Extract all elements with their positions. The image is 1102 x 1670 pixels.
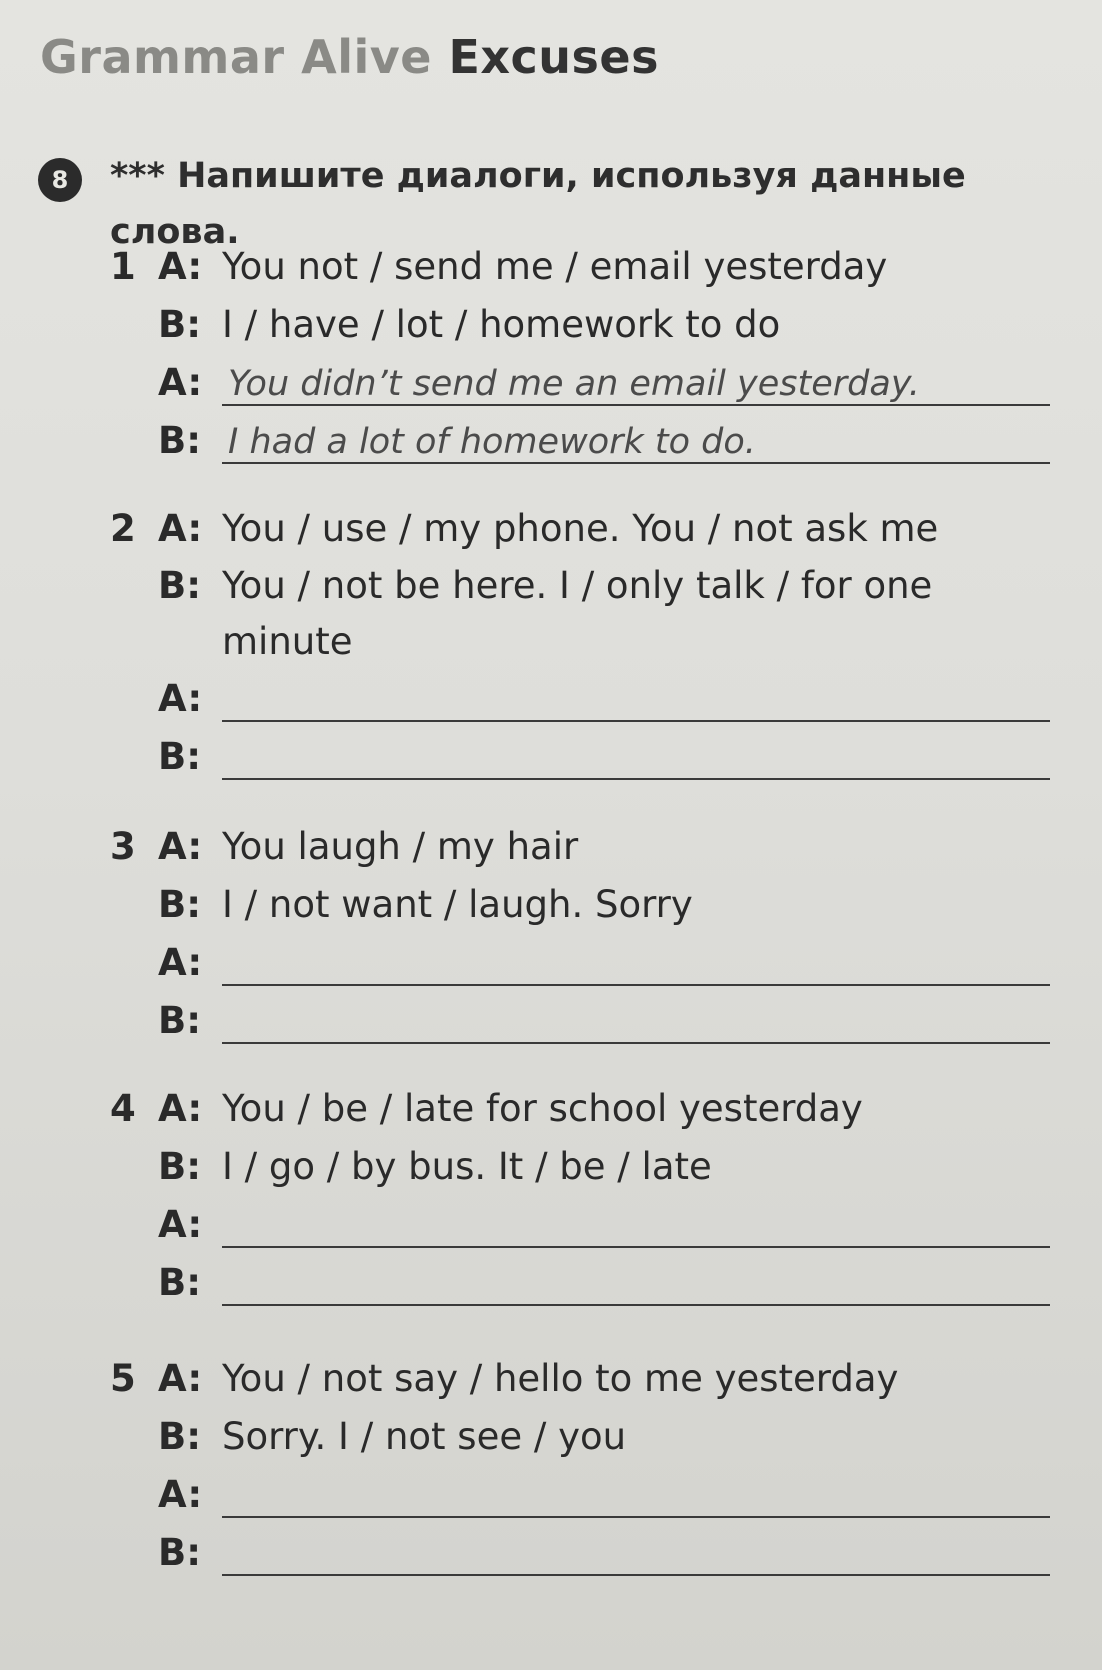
prompt-a: [110, 1350, 1070, 1408]
prompt-b: [110, 1138, 1070, 1196]
answer-line-b[interactable]: [222, 734, 1050, 780]
speaker-a: A:: [158, 1087, 203, 1130]
exercise-number: 5: [110, 1357, 136, 1400]
prompt-text: I / go / by bus. It / be / late: [222, 1145, 712, 1188]
speaker-b: B:: [158, 735, 201, 778]
answer-line-b[interactable]: [222, 418, 1050, 464]
prompt-text: You / not say / hello to me yesterday: [222, 1357, 899, 1400]
answer-b-row: [110, 992, 1070, 1050]
answer-b-row: [110, 412, 1070, 470]
answer-b-row: [110, 1524, 1070, 1582]
prompt-text: You / not be here. I / only talk / for one minute: [222, 564, 933, 663]
section-topic: Excuses: [448, 30, 660, 84]
speaker-b: B:: [158, 564, 201, 607]
speaker-b: B:: [158, 999, 201, 1042]
answer-a-row: [110, 670, 1070, 728]
answer-text: I had a lot of homework to do.: [228, 422, 756, 462]
exercise-number: 4: [110, 1087, 136, 1130]
speaker-a: A:: [158, 1473, 203, 1516]
exercise-1: [110, 238, 1070, 470]
answer-line-a[interactable]: [222, 1472, 1050, 1518]
speaker-b: B:: [158, 1415, 201, 1458]
speaker-b: B:: [158, 1531, 201, 1574]
prompt-text: You / be / late for school yesterday: [222, 1087, 863, 1130]
answer-line-a[interactable]: [222, 360, 1050, 406]
prompt-a: [110, 1080, 1070, 1138]
answer-line-a[interactable]: [222, 676, 1050, 722]
speaker-a: A:: [158, 245, 203, 288]
speaker-b: B:: [158, 1261, 201, 1304]
section-brand: Grammar Alive: [40, 30, 432, 84]
prompt-text: I / have / lot / homework to do: [222, 303, 781, 346]
answer-a-row: [110, 1466, 1070, 1524]
answer-line-a[interactable]: [222, 940, 1050, 986]
speaker-b: B:: [158, 419, 201, 462]
speaker-a: A:: [158, 825, 203, 868]
prompt-a: [110, 500, 1070, 558]
answer-a-row: [110, 934, 1070, 992]
answer-b-row: [110, 728, 1070, 786]
answer-line-b[interactable]: [222, 998, 1050, 1044]
speaker-b: B:: [158, 883, 201, 926]
answer-a-row: [110, 1196, 1070, 1254]
prompt-b: [110, 296, 1070, 354]
speaker-a: A:: [158, 507, 203, 550]
prompt-a: [110, 818, 1070, 876]
speaker-a: A:: [158, 1357, 203, 1400]
speaker-a: A:: [158, 677, 203, 720]
prompt-a: [110, 238, 1070, 296]
answer-a-row: [110, 354, 1070, 412]
exercise-number: 2: [110, 507, 136, 550]
speaker-b: B:: [158, 1145, 201, 1188]
answer-b-row: [110, 1254, 1070, 1312]
prompt-b: [110, 1408, 1070, 1466]
task-number-badge: 8: [38, 158, 82, 202]
prompt-text: You laugh / my hair: [222, 825, 579, 868]
answer-text: You didn’t send me an email yesterday.: [228, 364, 920, 404]
exercise-3: [110, 818, 1070, 1050]
prompt-text: You not / send me / email yesterday: [222, 245, 888, 288]
speaker-a: A:: [158, 941, 203, 984]
exercise-number: 3: [110, 825, 136, 868]
exercise-4: [110, 1080, 1070, 1312]
exercise-number: 1: [110, 245, 136, 288]
task-text: *** Напишите диалоги, используя данные слова.: [110, 156, 966, 252]
speaker-b: B:: [158, 303, 201, 346]
prompt-text: You / use / my phone. You / not ask me: [222, 507, 939, 550]
answer-line-a[interactable]: [222, 1202, 1050, 1248]
answer-line-b[interactable]: [222, 1260, 1050, 1306]
exercise-5: [110, 1350, 1070, 1582]
prompt-b: [110, 876, 1070, 934]
page-header: [40, 30, 659, 84]
answer-line-b[interactable]: [222, 1530, 1050, 1576]
prompt-text: I / not want / laugh. Sorry: [222, 883, 693, 926]
exercise-2: [110, 500, 1070, 786]
prompt-b: [110, 558, 1070, 670]
speaker-a: A:: [158, 361, 203, 404]
speaker-a: A:: [158, 1203, 203, 1246]
prompt-text: Sorry. I / not see / you: [222, 1415, 627, 1458]
